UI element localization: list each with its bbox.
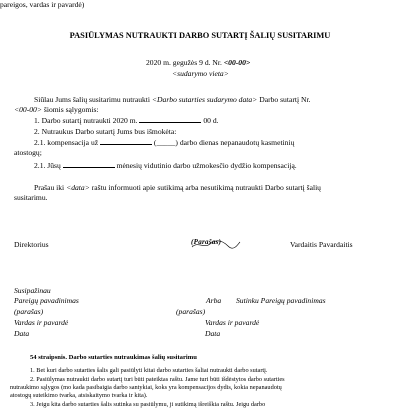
request-line-2: susitarimu. [14, 193, 48, 202]
item-1 [34, 116, 219, 125]
document-number: <00-00> [223, 58, 251, 67]
item-2-1b-blank [63, 167, 115, 168]
article-heading: 54 straipsnis. Darbo sutarties nutraukimas šalių susitarimu [30, 354, 197, 361]
intro-part3: šiomis sąlygomis: [43, 105, 99, 114]
date-line [146, 58, 250, 67]
director-label: Direktorius [14, 240, 49, 249]
item-2-1-cont: atostogų; [14, 148, 42, 157]
article-paragraph-2-line-1: 2. Pasiūlymas nutraukti darbo sutartį turi būti pateiktas raštu. Jame turi būti išdėstytos darbo sutarties [30, 376, 285, 383]
intro-part1: Siūlau Jums šalių susitarimu nutraukti [34, 95, 151, 104]
request-part2: raštu informuoti apie sutikimą arba nesutikimą nutraukti Darbo sutartį šalių [91, 183, 321, 192]
item-2-1-prefix: 2.1. kompensacija už [34, 138, 99, 147]
top-fragment-text: pareigos, vardas ir pavardė) [0, 0, 85, 9]
item-2-1-blank-line [100, 144, 152, 145]
right-employer: Sutinku Pareigų pavadinimas [236, 296, 326, 305]
item-2: 2. Nutraukus Darbo sutartį Jums bus išmokėta: [34, 127, 177, 136]
director-name: Vardaitis Pavardaitis [290, 240, 353, 249]
item-1-blank [139, 122, 201, 123]
left-employer: Pareigų pavadinimas [14, 296, 79, 305]
acquainted-label: Susipažinau [14, 286, 51, 295]
intro-part2: Darbo sutartį Nr. [259, 95, 311, 104]
intro-line-1 [34, 95, 310, 104]
left-sign: (parašas) [14, 307, 44, 316]
intro-contract-date: <Darbo sutarties sudarymo data> [151, 95, 258, 104]
place-label: <sudarymo vieta> [172, 69, 229, 78]
item-1-text: 1. Darbo sutartį nutraukti 2020 m. [34, 116, 138, 125]
item-2-1b-suffix: mėnesių vidutinio darbo užmokesčio dydžio kompensaciją. [116, 161, 297, 170]
item-2-1 [34, 138, 294, 147]
left-name: Vardas ir pavardė [14, 318, 69, 327]
request-date: <data> [66, 183, 90, 192]
or-label: Arba [206, 296, 222, 305]
item-2-1-suffix: darbo dienas nepanaudotų kasmetinių [179, 138, 295, 147]
request-line-1 [34, 183, 321, 192]
date-line-prefix: 2020 m. gegužės 9 d. Nr. [146, 58, 222, 67]
article-paragraph-1: 1. Bet kuri darbo sutarties šalis gali pasiūlyti kitai darbo sutarties šaliai nutraukti darbo sutartį. [30, 367, 268, 374]
article-paragraph-2-line-3: atostogų suteikimo tvarka, atsiskaitymo tvarka ir kita). [10, 392, 148, 399]
item-2-1b [34, 161, 297, 170]
right-name: Vardas ir pavardė [205, 318, 260, 327]
article-paragraph-3: 3. Jeigu kita darbo sutarties šalis sutinka su pasiūlymu, ji sutikimą išreiškia raštu. Jeigu darbo [30, 401, 266, 408]
item-1-suffix: 00 d. [203, 116, 219, 125]
article-paragraph-2-line-2: nutraukimo sąlygos (mo kada pasibaigia darbo santykiai, koks yra kompensacijos dydis, kokia nepanaudotų [10, 384, 282, 391]
left-date: Data [14, 329, 30, 338]
item-2-1-blank: (_____) [153, 138, 178, 147]
right-sign: (parašas) [176, 307, 206, 316]
request-part1: Prašau iki [34, 183, 65, 192]
document-title: PASIŪLYMAS NUTRAUKTI DARBO SUTARTĮ ŠALIŲ SUSITARIMU [69, 31, 331, 40]
intro-line-2 [14, 105, 99, 114]
right-date: Data [205, 329, 221, 338]
intro-number: <00-00> [14, 105, 42, 114]
item-2-1b-prefix: 2.1. Jūsų [34, 161, 61, 170]
signature-text: (Parašas) [191, 238, 222, 246]
